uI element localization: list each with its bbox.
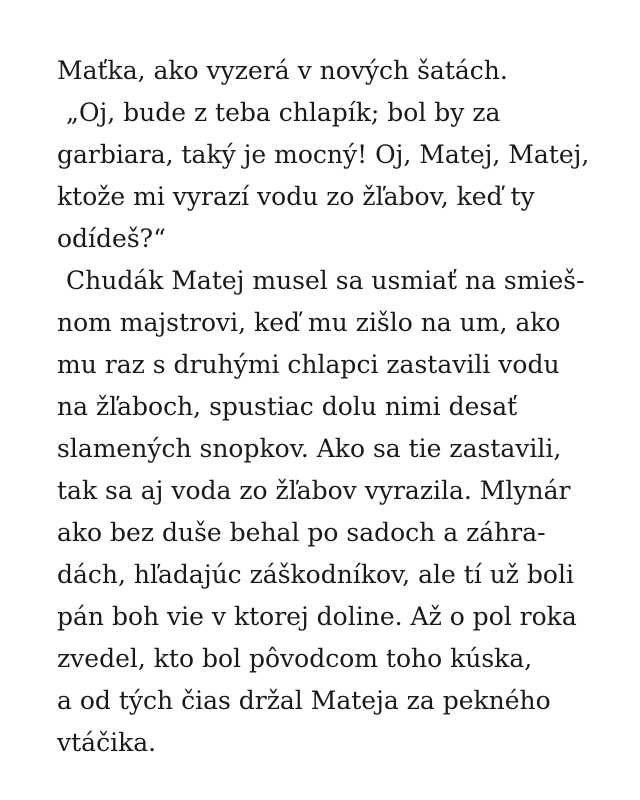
text-line: a od tých čias držal Mateja za pekného bbox=[57, 686, 551, 715]
text-line: ako bez duše behal po sadoch a záhra- bbox=[57, 518, 546, 547]
text-line: na žľaboch, spustiac dolu nimi desať bbox=[57, 392, 518, 421]
text-line: tak sa aj voda zo žľabov vyrazila. Mlynár bbox=[57, 476, 571, 505]
text-line: dách, hľadajúc záškodníkov, ale tí už boli bbox=[57, 560, 574, 589]
text-line: slamených snopkov. Ako sa tie zastavili, bbox=[57, 434, 562, 463]
text-line: „Oj, bude z teba chlapík; bol by za bbox=[66, 98, 501, 127]
text-line: garbiara, taký je mocný! Oj, Matej, Matej, bbox=[57, 140, 590, 169]
text-line: Maťka, ako vyzerá v nových šatách. bbox=[57, 56, 508, 85]
text-line: mu raz s druhými chlapci zastavili vodu bbox=[57, 350, 560, 379]
text-line: nom majstrovi, keď mu zišlo na um, ako bbox=[57, 308, 561, 337]
body-text bbox=[57, 50, 617, 764]
text-line: odídeš?“ bbox=[57, 224, 166, 253]
text-line: zvedel, kto bol pôvodcom toho kúska, bbox=[57, 644, 533, 673]
text-line: ktože mi vyrazí vodu zo žľabov, keď ty bbox=[57, 182, 535, 211]
text-line: Chudák Matej musel sa usmiať na smieš- bbox=[66, 266, 585, 295]
text-line: pán boh vie v ktorej doline. Až o pol roka bbox=[57, 602, 577, 631]
text-line: vtáčika. bbox=[57, 728, 157, 757]
